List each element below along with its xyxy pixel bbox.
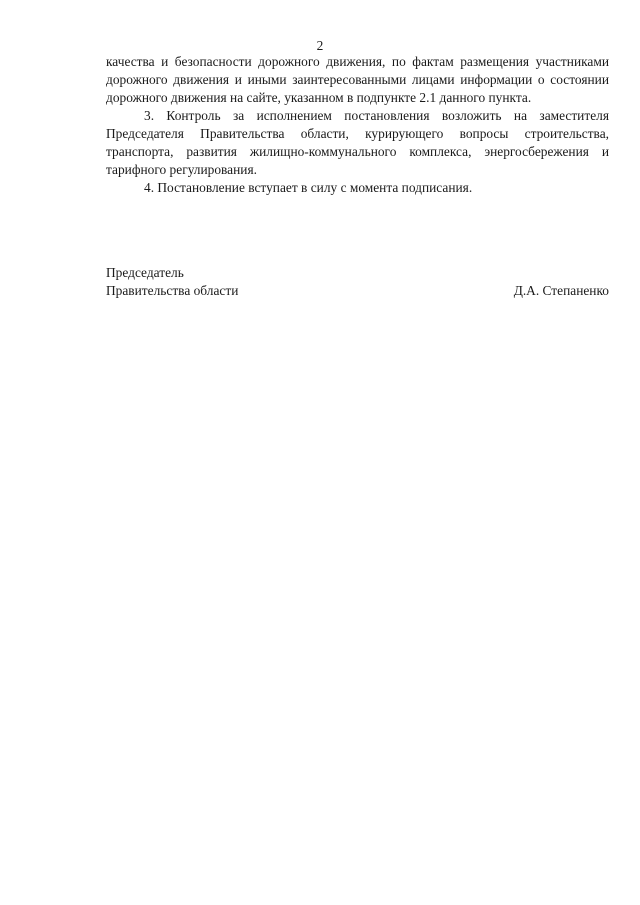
signatory-name: Д.А. Степаненко [513,283,609,298]
signature-title-line-1: Председатель [106,265,184,280]
signature-title-row-2 [106,282,609,300]
document-body [106,53,609,197]
signature-title-row-1 [106,264,609,282]
paragraph-item-3: 3. Контроль за исполнением постановления возложить на заместителя Председателя Правительства области, курирующего вопросы строительства, транспорта, развития жилищно-коммунального комплекса, энергосбережения и тарифного регулирования. [106,108,609,177]
signature-block [106,264,609,300]
page-number: 2 [316,38,324,53]
signature-title-line-2: Правительства области [106,283,239,298]
paragraph-continuation: качества и безопасности дорожного движения, по фактам размещения участниками дорожного движения и иными заинтересованными лицами информации о состоянии дорожного движения на сайте, указанном в подпункте 2.1 данного пункта. [106,54,609,105]
paragraph-item-4: 4. Постановление вступает в силу с момента подписания. [144,180,473,195]
